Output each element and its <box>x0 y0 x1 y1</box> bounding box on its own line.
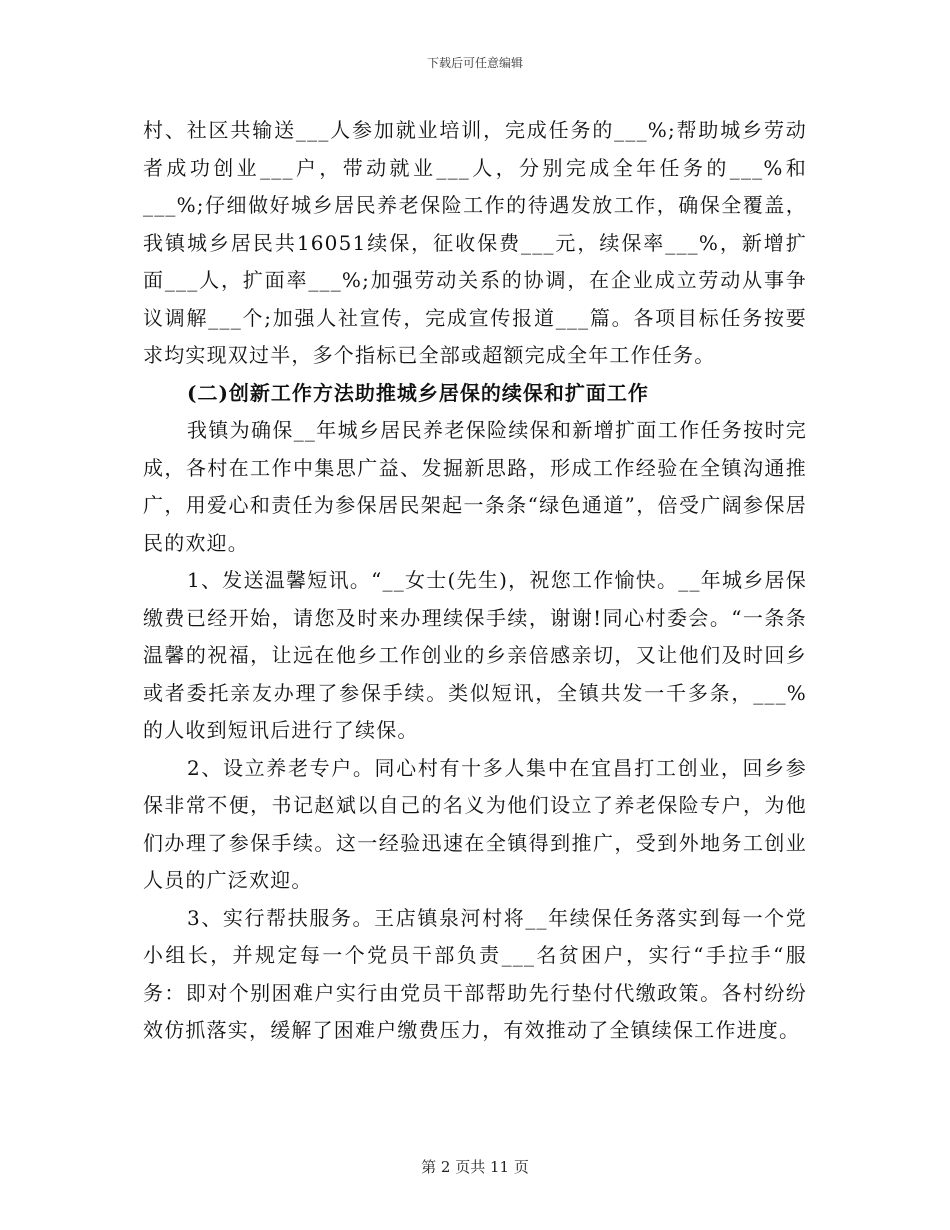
paragraph-intro: 我镇为确保__年城乡居民养老保险续保和新增扩面工作任务按时完成，各村在工作中集思广益、发掘新思路，形成工作经验在全镇沟通推广，用爱心和责任为参保居民架起一条条“绿色通道”，倍受广阔参保居民的欢迎。 <box>143 418 807 555</box>
paragraph-item-3: 3、实行帮扶服务。王店镇泉河村将__年续保任务落实到每一个党小组长，并规定每一个党员干部负责___名贫困户，实行“手拉手“服务：即对个别困难户实行由党员干部帮助先行垫付代缴政策。各村纷纷效仿抓落实，缓解了困难户缴费压力，有效推动了全镇续保工作进度。 <box>143 905 807 1042</box>
paragraph-continuation: 村、社区共输送___人参加就业培训，完成任务的___%;帮助城乡劳动者成功创业___户，带动就业___人，分别完成全年任务的___%和___%;仔细做好城乡居民养老保险工作的待遇发放工作，确保全覆盖，我镇城乡居民共16051续保，征收保费___元，续保率___%，新增扩面___人，扩面率___%;加强劳动关系的协调，在企业成立劳动从事争议调解___个;加强人社宣传，完成宣传报道___篇。各项目标任务按要求均实现双过半，多个指标已全部或超额完成全年工作任务。 <box>143 118 807 367</box>
page-header: 下载后可任意编辑 <box>426 56 523 70</box>
document-body <box>143 112 807 1050</box>
page-footer: 第 2 页共 11 页 <box>421 1158 529 1176</box>
section-heading: (二)创新工作方法助推城乡居保的续保和扩面工作 <box>187 380 649 405</box>
paragraph-item-2: 2、设立养老专户。同心村有十多人集中在宜昌打工创业，回乡参保非常不便，书记赵斌以自己的名义为他们设立了养老保险专户，为他们办理了参保手续。这一经验迅速在全镇得到推广，受到外地务工创业人员的广泛欢迎。 <box>143 755 807 892</box>
paragraph-item-1: 1、发送温馨短讯。“__女士(先生)，祝您工作愉快。__年城乡居保缴费已经开始，请您及时来办理续保手续，谢谢!同心村委会。“一条条温馨的祝福，让远在他乡工作创业的乡亲倍感亲切，又让他们及时回乡或者委托亲友办理了参保手续。类似短讯，全镇共发一千多条，___%的人收到短讯后进行了续保。 <box>143 568 807 742</box>
